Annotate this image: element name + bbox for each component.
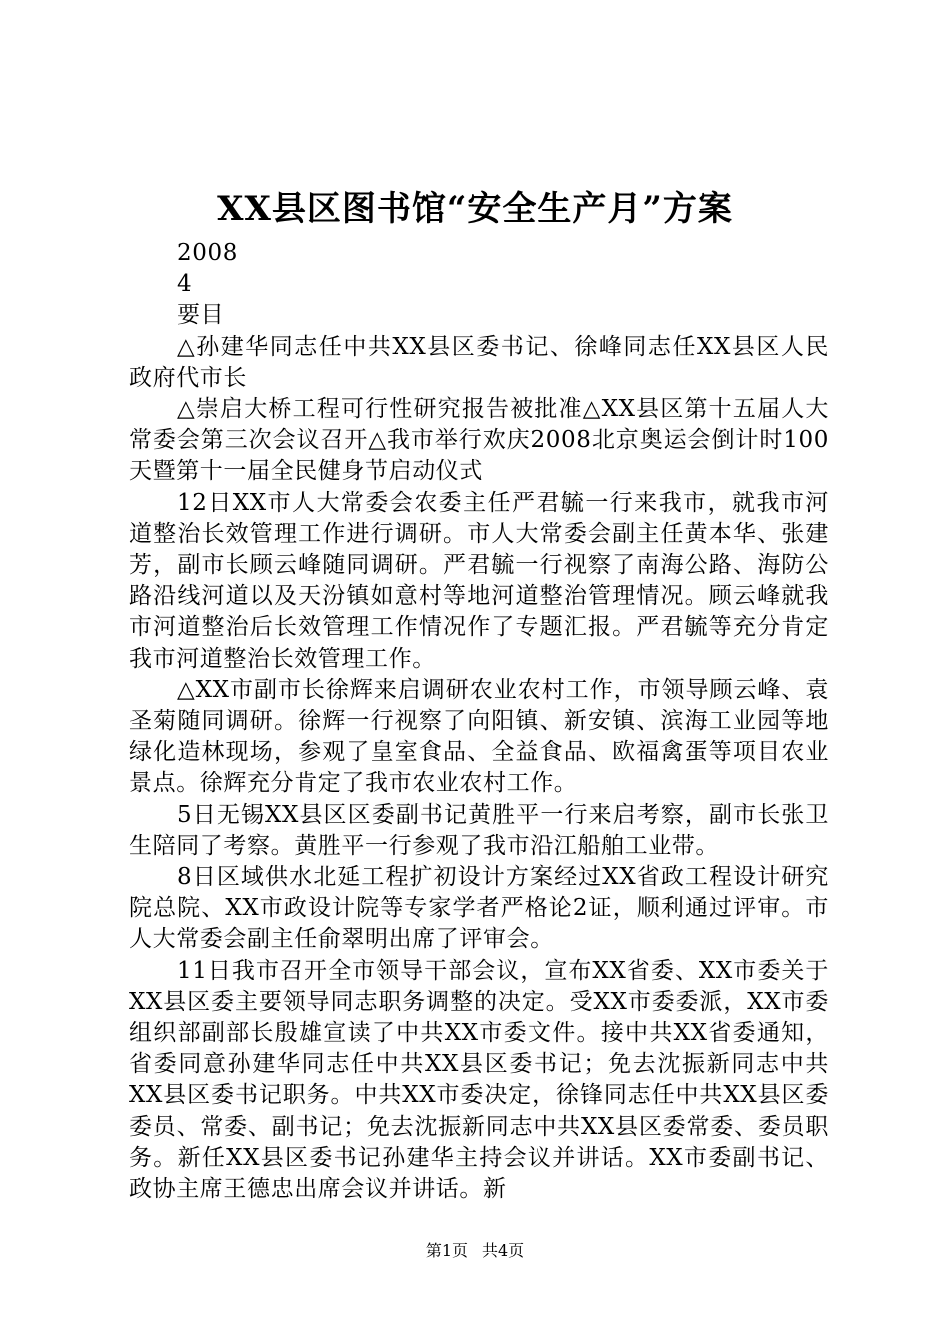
paragraph-3: 12日XX市人大常委会农委主任严君毓一行来我市，就我市河道整治长效管理工作进行调研。市人大常委会副主任黄本华、张建芳，副市长顾云峰随同调研。严君毓一行视察了南海公路、海防公路沿线河道以及天汾镇如意村等地河道整治管理情况。顾云峰就我市河道整治后长效管理工作情况作了专题汇报。严君毓等充分肯定我市河道整治长效管理工作。 <box>129 489 829 672</box>
paragraph-6: 8日区域供水北延工程扩初设计方案经过XX省政工程设计研究院总院、XX市政设计院等专家学者严格论2证，顺利通过评审。市人大常委会副主任俞翠明出席了评审会。 <box>129 864 829 953</box>
document-month: 4 <box>177 271 193 298</box>
document-title: XX县区图书馆“安全生产月”方案 <box>217 189 733 229</box>
page-footer <box>0 1240 950 1262</box>
section-heading: 要目 <box>177 302 225 329</box>
page-total: 共4页 <box>482 1241 525 1260</box>
paragraph-7: 11日我市召开全市领导干部会议，宣布XX省委、XX市委关于XX县区委主要领导同志职务调整的决定。受XX市委委派，XX市委组织部副部长殷雄宣读了中共XX市委文件。接中共XX省委通知，省委同意孙建华同志任中共XX县区委书记；免去沈振新同志中共XX县区委书记职务。中共XX市委决定，徐锋同志任中共XX县区委委员、常委、副书记；免去沈振新同志中共XX县区委常委、委员职务。新任XX县区委书记孙建华主持会议并讲话。XX市委副书记、政协主席王德忠出席会议并讲话。新 <box>129 957 829 1203</box>
paragraph-5: 5日无锡XX县区区委副书记黄胜平一行来启考察，副市长张卫生陪同了考察。黄胜平一行参观了我市沿江船舶工业带。 <box>129 801 829 859</box>
paragraph-2: △崇启大桥工程可行性研究报告被批准△XX县区第十五届人大常委会第三次会议召开△我市举行欢庆2008北京奥运会倒计时100天暨第十一届全民健身节启动仪式 <box>129 396 829 485</box>
page-number: 第1页 <box>425 1241 468 1260</box>
paragraph-1: △孙建华同志任中共XX县区委书记、徐峰同志任XX县区人民政府代市长 <box>129 333 829 391</box>
paragraph-4: △XX市副市长徐辉来启调研农业农村工作，市领导顾云峰、袁圣菊随同调研。徐辉一行视察了向阳镇、新安镇、滨海工业园等地绿化造林现场，参观了皇室食品、全益食品、欧福禽蛋等项目农业景点。徐辉充分肯定了我市农业农村工作。 <box>129 676 829 797</box>
document-body <box>129 238 829 1205</box>
document-year: 2008 <box>177 240 238 266</box>
